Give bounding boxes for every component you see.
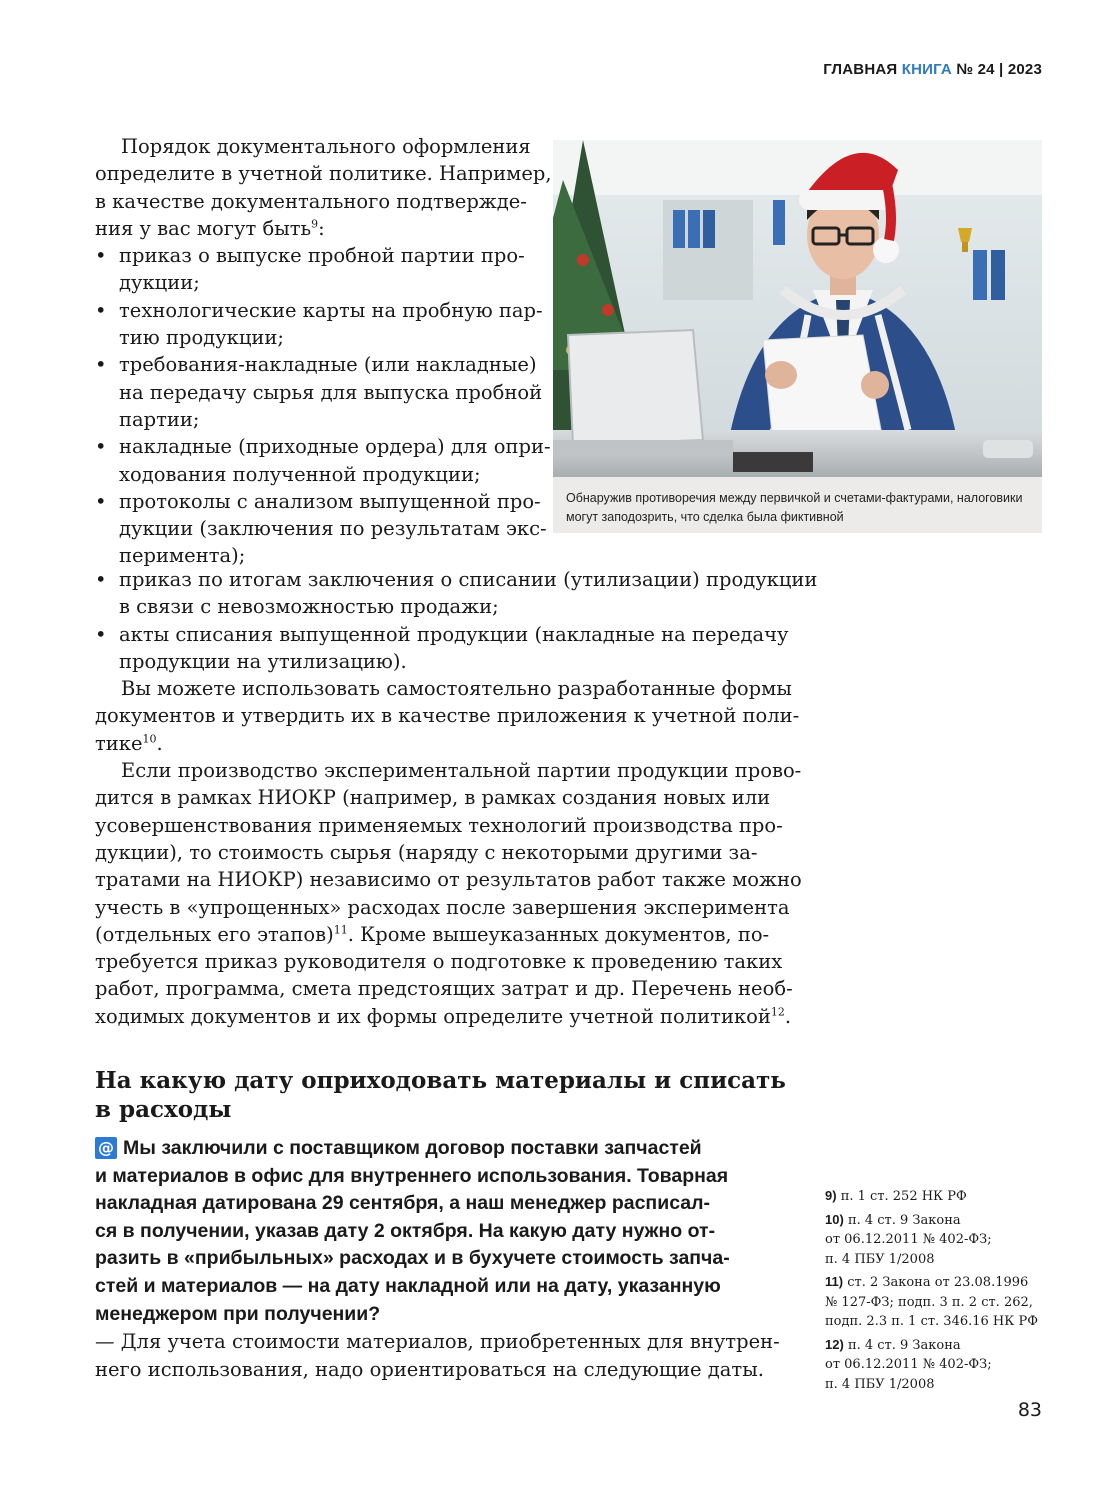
list-item: • протоколы с анализом выпущенной про- [95, 488, 525, 515]
footnote-ref[interactable]: 11 [333, 923, 348, 937]
paragraph-line: Вы можете использовать самостоятельно разработанные формы [121, 677, 792, 701]
list-item-cont: продукции на утилизацию). [119, 649, 407, 673]
footnote-ref[interactable]: 12 [770, 1005, 785, 1019]
bullet-list [95, 242, 551, 570]
intro-column [95, 133, 552, 570]
caption-line: Обнаружив противоречия между первичкой и счетами-фактурами, налоговики [566, 491, 1023, 505]
reader-question: @ Мы заключили с поставщиком договор поставки запчастей и материалов в офис для внутреннего использования. Товарная накладная датирована 29 сентября, а наш менеджер расписал- ся в получении, указав дату 2 октября. На какую дату нужно от- разить в «прибыльных» расходах и в бухучете стоимость запча- стей и материалов — на дату накладной или на дату, указанную менеджером при получении? [95, 1137, 730, 1325]
list-item: • требования-накладные (или накладные) [95, 351, 525, 378]
photo-figure [553, 140, 1042, 533]
list-item: • приказ о выпуске пробной партии про- [95, 242, 525, 269]
list-item-cont: перимента); [119, 544, 246, 568]
list-item-cont: тию продукции; [119, 326, 284, 350]
intro-line: в качестве документального подтвержде- [95, 189, 527, 213]
footnote-ref[interactable]: 9 [311, 217, 319, 231]
paragraph-line: дукции), то стоимость сырья (наряду с некоторыми другими за- [95, 840, 758, 864]
section-heading: На какую дату оприходовать материалы и списать в расходы [95, 1067, 786, 1123]
paragraph-line: Если производство экспериментальной партии продукции прово- [121, 759, 802, 783]
footnotes [825, 1186, 1065, 1397]
header-title-main: ГЛАВНАЯ [823, 61, 898, 78]
list-item: • акты списания выпущенной продукции (накладные на передачу [95, 621, 785, 648]
intro-line: Порядок документального оформления [121, 135, 531, 158]
list-item-cont: в связи с невозможностью продажи; [119, 595, 499, 619]
paragraph-line: учесть в «упрощенных» расходах после завершения эксперимента [95, 895, 790, 919]
answer-text: — Для учета стоимости материалов, приобретенных для внутрен- него использования, надо ориентироваться на следующие даты. [95, 1330, 780, 1381]
paragraph-line: работ, программа, смета предстоящих затрат и др. Перечень необ- [95, 977, 793, 1001]
email-at-icon: @ [95, 1137, 117, 1159]
footnote: 10) п. 4 ст. 9 Закона от 06.12.2011 № 402-ФЗ; п. 4 ПБУ 1/2008 [825, 1211, 992, 1267]
list-item: • технологические карты на пробную пар- [95, 297, 525, 324]
paragraph-line: дится в рамках НИОКР (например, в рамках создания новых или [95, 786, 771, 810]
magazine-header [823, 61, 1042, 78]
list-item-cont: ходования полученной продукции; [119, 462, 481, 486]
paragraph-line: (отдельных его этапов)$^{11}$. Кроме вышеуказанных документов, по- [95, 922, 770, 946]
footnote: 12) п. 4 ст. 9 Закона от 06.12.2011 № 402-ФЗ; п. 4 ПБУ 1/2008 [825, 1336, 992, 1392]
intro-line: ния у вас могут быть$^9$: [95, 216, 325, 240]
list-item: • приказ по итогам заключения о списании (утилизации) продукции [95, 566, 785, 593]
footnote-ref[interactable]: 10 [142, 732, 157, 746]
office-santa-hat-photo [553, 140, 1042, 477]
photo-caption [566, 489, 1036, 527]
list-item-cont: дукции (заключения по результатам экс- [119, 517, 547, 541]
paragraph-line: тике$^{10}$. [95, 731, 163, 755]
list-item-cont: на передачу сырья для выпуска пробной [119, 380, 543, 404]
footnote: 11) ст. 2 Закона от 23.08.1996 № 127-ФЗ; подп. 3 п. 2 ст. 262, подп. 2.3 п. 1 ст. 346.16 НК РФ [825, 1274, 1038, 1329]
list-item-cont: партии; [119, 407, 200, 431]
list-item-cont: дукции; [119, 271, 200, 295]
paragraph-line: ходимых документов и их формы определите учетной политикой$^{12}$. [95, 1004, 792, 1028]
paragraph-line: усовершенствования применяемых технологий производства про- [95, 813, 783, 837]
paragraph-line: документов и утвердить их в качестве приложения к учетной поли- [95, 704, 800, 728]
main-column [95, 566, 818, 1030]
caption-line: могут заподозрить, что сделка была фиктивной [566, 510, 844, 524]
paragraph-line: тратами на НИОКР) независимо от результатов работ также можно [95, 868, 802, 892]
header-issue: № 24 | 2023 [956, 61, 1042, 78]
page-number: 83 [1017, 1399, 1042, 1421]
intro-line: определите в учетной политике. Например, [95, 162, 552, 186]
header-title-accent: КНИГА [901, 61, 952, 78]
paragraph-line: требуется приказ руководителя о подготовке к проведению таких [95, 950, 783, 974]
list-item: • накладные (приходные ордера) для опри- [95, 433, 525, 460]
footnote: 9) п. 1 ст. 252 НК РФ [825, 1188, 967, 1204]
